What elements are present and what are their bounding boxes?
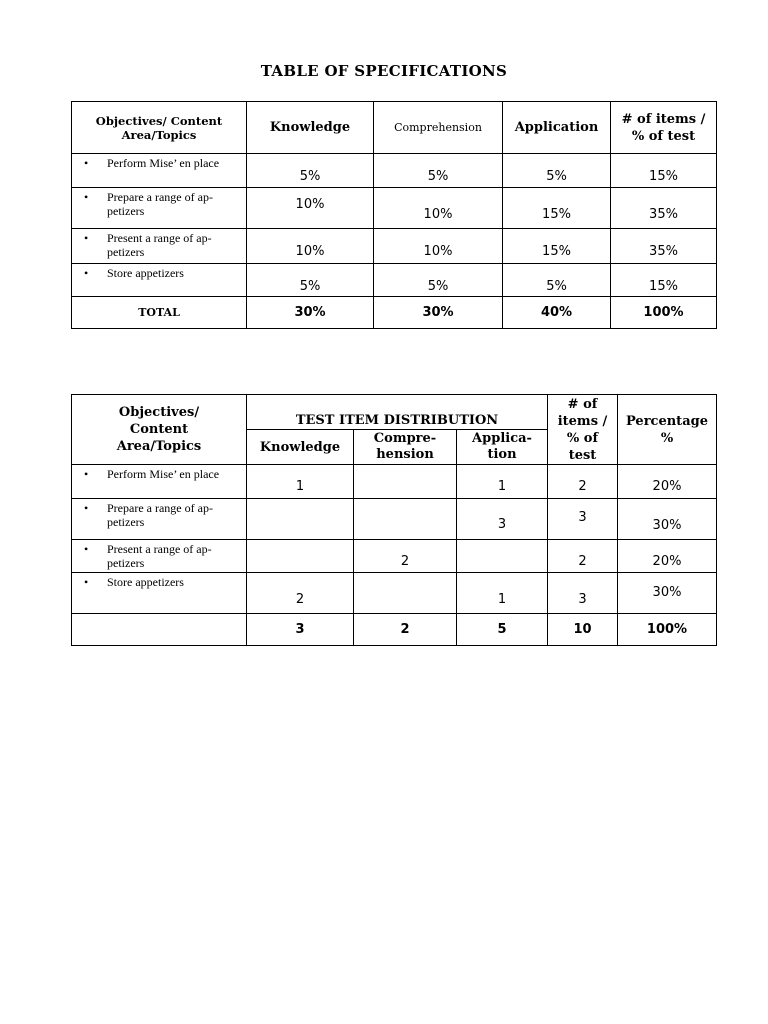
bullet: • [84, 231, 89, 245]
percentage-cell: 20% [618, 540, 717, 573]
comprehension-cell: 10% [374, 229, 503, 264]
comprehension-cell: 10% [374, 188, 503, 229]
bullet: • [84, 542, 89, 556]
comprehension-header: Compre-hension [354, 430, 457, 465]
knowledge-total: 3 [247, 614, 354, 646]
comprehension-cell: 2 [354, 540, 457, 573]
bullet: • [84, 266, 89, 280]
application-cell: 5% [503, 264, 611, 297]
knowledge-cell: 5% [247, 264, 374, 297]
application-cell: 1 [457, 573, 548, 614]
comprehension-cell [354, 573, 457, 614]
items-cell: 35% [611, 188, 717, 229]
total-label [72, 614, 247, 646]
comprehension-cell: 5% [374, 264, 503, 297]
objective-text: Prepare a range of ap-petizers [107, 501, 213, 529]
header-row [72, 102, 717, 154]
test-item-distribution-table [71, 394, 717, 646]
items-total: 10 [548, 614, 618, 646]
application-total: 5 [457, 614, 548, 646]
knowledge-cell: 1 [247, 465, 354, 499]
knowledge-cell: 2 [247, 573, 354, 614]
comprehension-header: Comprehension [374, 102, 503, 154]
items-total: 100% [611, 297, 717, 329]
specifications-table [71, 101, 717, 329]
objective-text: Perform Mise’ en place [107, 467, 220, 481]
application-header: Application [503, 102, 611, 154]
document-title: TABLE OF SPECIFICATIONS [260, 62, 508, 80]
application-cell: 1 [457, 465, 548, 499]
total-label: TOTAL [72, 297, 247, 329]
table-row [72, 264, 717, 297]
header-row [72, 395, 717, 430]
total-row [72, 614, 717, 646]
knowledge-cell [247, 540, 354, 573]
application-header: Applica-tion [457, 430, 548, 465]
bullet: • [84, 467, 89, 481]
table-row [72, 573, 717, 614]
objective-text: Store appetizers [107, 266, 184, 280]
application-cell: 15% [503, 229, 611, 264]
knowledge-cell: 5% [247, 154, 374, 188]
objective-text: Prepare a range of ap-petizers [107, 190, 213, 218]
table-row [72, 499, 717, 540]
knowledge-header: Knowledge [247, 102, 374, 154]
objective-text: Present a range of ap-petizers [107, 542, 212, 570]
percentage-total: 100% [618, 614, 717, 646]
items-header: # of items / % of test [611, 102, 717, 154]
comprehension-cell: 5% [374, 154, 503, 188]
table-row [72, 188, 717, 229]
objective-text: Perform Mise’ en place [107, 156, 220, 170]
bullet: • [84, 190, 89, 204]
objective-text: Present a range of ap-petizers [107, 231, 212, 259]
knowledge-cell [247, 499, 354, 540]
application-total: 40% [503, 297, 611, 329]
objectives-header: Objectives/ Content Area/Topics [72, 102, 247, 154]
items-cell: 3 [548, 573, 618, 614]
knowledge-cell: 10% [247, 229, 374, 264]
table-row [72, 229, 717, 264]
distribution-header: TEST ITEM DISTRIBUTION [247, 395, 548, 430]
percentage-cell: 30% [618, 499, 717, 540]
application-cell: 15% [503, 188, 611, 229]
bullet: • [84, 501, 89, 515]
knowledge-header: Knowledge [247, 430, 354, 465]
items-cell: 15% [611, 264, 717, 297]
comprehension-total: 2 [354, 614, 457, 646]
items-cell: 2 [548, 465, 618, 499]
items-cell: 2 [548, 540, 618, 573]
percentage-cell: 20% [618, 465, 717, 499]
application-cell: 5% [503, 154, 611, 188]
total-row [72, 297, 717, 329]
table-row [72, 154, 717, 188]
objective-text: Store appetizers [107, 575, 184, 589]
table-row [72, 465, 717, 499]
objectives-header: Objectives/ Content Area/Topics [72, 395, 247, 465]
knowledge-total: 30% [247, 297, 374, 329]
bullet: • [84, 156, 89, 170]
application-cell [457, 540, 548, 573]
percentage-header: Percentage % [618, 395, 717, 465]
application-cell: 3 [457, 499, 548, 540]
items-header: # of items / % of test [548, 395, 618, 465]
comprehension-total: 30% [374, 297, 503, 329]
bullet: • [84, 575, 89, 589]
knowledge-cell: 10% [247, 188, 374, 229]
comprehension-cell [354, 499, 457, 540]
table-row [72, 540, 717, 573]
percentage-cell: 30% [618, 573, 717, 614]
items-cell: 15% [611, 154, 717, 188]
items-cell: 3 [548, 499, 618, 540]
items-cell: 35% [611, 229, 717, 264]
comprehension-cell [354, 465, 457, 499]
